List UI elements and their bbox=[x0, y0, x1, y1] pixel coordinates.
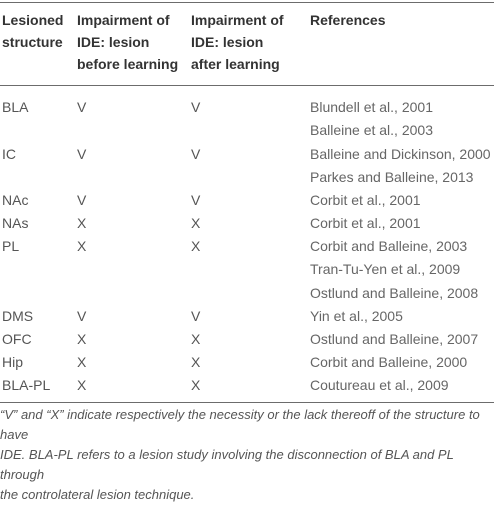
before-cell: V bbox=[77, 146, 87, 162]
table-top-rule bbox=[0, 2, 494, 3]
reference-cell: Ostlund and Balleine, 2008 bbox=[310, 285, 479, 301]
header-after bbox=[191, 9, 284, 75]
header-structure-line: structure bbox=[2, 34, 63, 50]
header-before bbox=[77, 9, 178, 75]
reference-cell: Corbit and Balleine, 2000 bbox=[310, 354, 468, 370]
before-cell: X bbox=[77, 238, 87, 254]
structure-cell: DMS bbox=[2, 308, 34, 324]
header-after-line: Impairment of bbox=[191, 12, 284, 28]
header-before-line: Impairment of bbox=[77, 12, 170, 28]
caption-line: “V” and “X” indicate respectively the necessity or the lack thereoff of the structure to have bbox=[0, 407, 480, 442]
before-cell: X bbox=[77, 331, 87, 347]
header-structure-line: Lesioned bbox=[2, 12, 64, 28]
header-structure bbox=[2, 9, 63, 53]
structure-cell: Hip bbox=[2, 354, 24, 370]
after-cell: V bbox=[191, 146, 201, 162]
reference-cell: Tran-Tu-Yen et al., 2009 bbox=[310, 261, 461, 277]
caption-line: the controlateral lesion technique. bbox=[0, 487, 195, 502]
table-caption bbox=[0, 405, 494, 505]
before-cell: V bbox=[77, 99, 87, 115]
before-cell: X bbox=[77, 215, 87, 231]
before-cell: X bbox=[77, 377, 87, 393]
structure-cell: OFC bbox=[2, 331, 32, 347]
header-before-line: IDE: lesion bbox=[77, 34, 150, 50]
reference-cell: Balleine and Dickinson, 2000 bbox=[310, 146, 491, 162]
table-bottom-rule bbox=[0, 402, 494, 403]
after-cell: V bbox=[191, 99, 201, 115]
structure-cell: PL bbox=[2, 238, 20, 254]
after-cell: X bbox=[191, 377, 201, 393]
header-before-line: before learning bbox=[77, 56, 179, 72]
reference-cell: Corbit et al., 2001 bbox=[310, 215, 421, 231]
structure-cell: NAc bbox=[2, 192, 29, 208]
after-cell: X bbox=[191, 354, 201, 370]
reference-cell: Balleine et al., 2003 bbox=[310, 122, 433, 138]
after-cell: V bbox=[191, 192, 201, 208]
after-cell: X bbox=[191, 331, 201, 347]
reference-cell: Corbit et al., 2001 bbox=[310, 192, 421, 208]
reference-cell: Ostlund and Balleine, 2007 bbox=[310, 331, 479, 347]
reference-cell: Yin et al., 2005 bbox=[310, 308, 403, 324]
caption-line: IDE. BLA-PL refers to a lesion study involving the disconnection of BLA and PL through bbox=[0, 447, 454, 482]
after-cell: X bbox=[191, 215, 201, 231]
structure-cell: IC bbox=[2, 146, 16, 162]
after-cell: V bbox=[191, 308, 201, 324]
before-cell: V bbox=[77, 308, 87, 324]
reference-cell: Corbit and Balleine, 2003 bbox=[310, 238, 468, 254]
reference-cell: Blundell et al., 2001 bbox=[310, 99, 433, 115]
structure-cell: BLA bbox=[2, 99, 29, 115]
reference-cell: Coutureau et al., 2009 bbox=[310, 377, 449, 393]
before-cell: V bbox=[77, 192, 87, 208]
reference-cell: Parkes and Balleine, 2013 bbox=[310, 169, 474, 185]
header-references-line: References bbox=[310, 12, 386, 28]
header-bottom-rule bbox=[0, 85, 494, 86]
structure-cell: BLA-PL bbox=[2, 377, 51, 393]
structure-cell: NAs bbox=[2, 215, 29, 231]
header-after-line: IDE: lesion bbox=[191, 34, 264, 50]
header-references bbox=[310, 9, 386, 31]
header-after-line: after learning bbox=[191, 56, 280, 72]
after-cell: X bbox=[191, 238, 201, 254]
before-cell: X bbox=[77, 354, 87, 370]
